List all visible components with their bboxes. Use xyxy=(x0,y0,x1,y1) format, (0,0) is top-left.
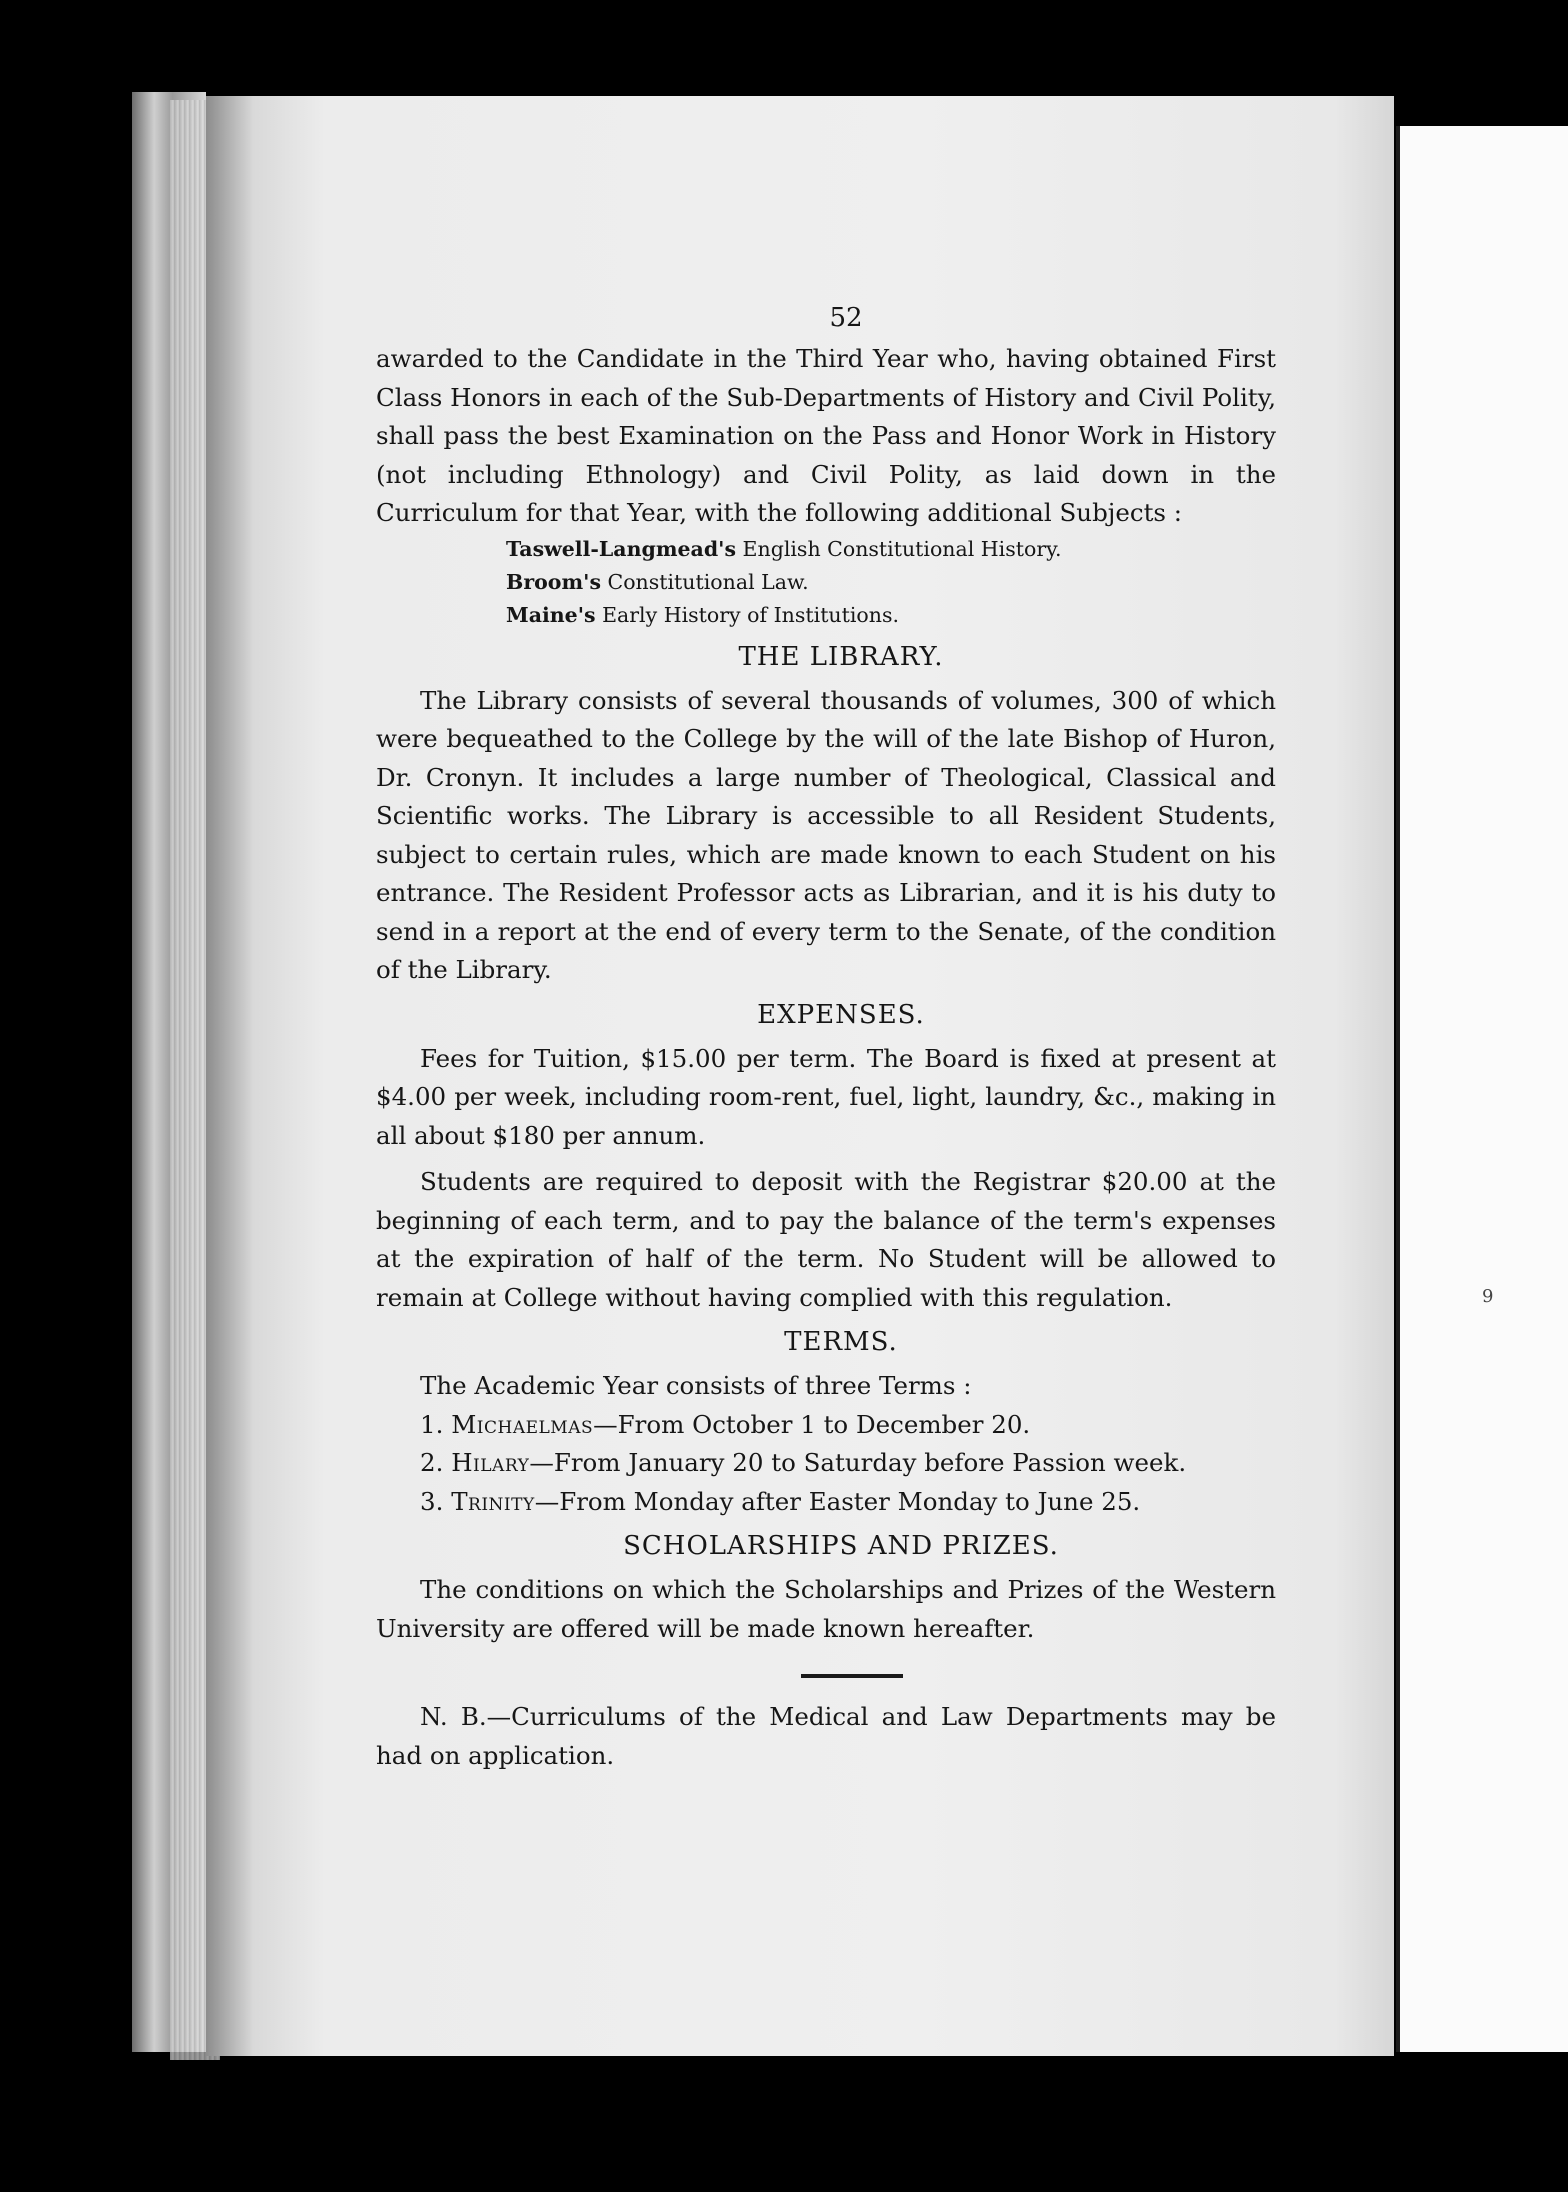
term-number: 3. xyxy=(420,1486,444,1516)
term-name: Hilary xyxy=(451,1448,530,1477)
subject-author: Broom's xyxy=(506,569,601,594)
expenses-paragraph-deposit: Students are required to deposit with the Registrar $20.00 at the beginning of each term, and to pay the balance of the term's expenses at the expiration of half of the term. No Student will be allowed to remain at College without having complied with this regulation. xyxy=(376,1167,1276,1312)
page-text xyxy=(376,300,1276,1775)
scholarships-heading: SCHOLARSHIPS AND PRIZES. xyxy=(623,1531,1059,1561)
term-dates: —From October 1 to December 20. xyxy=(593,1409,1031,1439)
terms-heading: TERMS. xyxy=(784,1327,898,1357)
subject-author: Maine's xyxy=(506,602,596,627)
subject-title: Constitutional Law. xyxy=(607,569,809,594)
term-number: 1. xyxy=(420,1409,444,1439)
subject-title: Early History of Institutions. xyxy=(602,602,900,627)
term-item xyxy=(420,1406,1276,1445)
expenses-heading: EXPENSES. xyxy=(757,999,925,1030)
term-dates: —From January 20 to Saturday before Passion week. xyxy=(529,1448,1187,1477)
subject-title: English Constitutional History. xyxy=(742,536,1062,561)
facing-page xyxy=(1396,126,1568,2052)
section-divider xyxy=(801,1674,903,1678)
term-item xyxy=(420,1444,1276,1483)
term-name: Trinity xyxy=(451,1486,535,1516)
expenses-paragraph-fees: Fees for Tuition, $15.00 per term. The Board is fixed at present at $4.00 per week, including room-rent, fuel, light, laundry, &c., making in all about $180 per annum. xyxy=(376,1043,1276,1150)
intro-paragraph: awarded to the Candidate in the Third Year who, having obtained First Class Honors in each of the Sub-Departments of History and Civil Polity, shall pass the best Examination on the Pass and Honor Work in History (not including Ethnology) and Civil Polity, as laid down in the Curriculum for that Year, with the following additional Subjects : xyxy=(376,344,1276,527)
subject-author: Taswell-Langmead's xyxy=(506,536,736,561)
subject-item xyxy=(506,566,1276,599)
note-paragraph: N. B.—Curriculums of the Medical and Law Departments may be had on application. xyxy=(376,1702,1276,1770)
term-dates: —From Monday after Easter Monday to June 25. xyxy=(534,1486,1141,1516)
page-number: 52 xyxy=(829,303,863,333)
scholarships-paragraph: The conditions on which the Scholarships and Prizes of the Western University are offered will be made known hereafter. xyxy=(376,1575,1276,1643)
terms-list xyxy=(376,1406,1276,1522)
term-name: Michaelmas xyxy=(451,1409,594,1439)
facing-page-mark: 9 xyxy=(1482,1286,1494,1307)
subjects-list xyxy=(506,533,1276,632)
subject-item xyxy=(506,533,1276,566)
subject-item xyxy=(506,599,1276,632)
library-heading: THE LIBRARY. xyxy=(738,641,944,672)
terms-intro: The Academic Year consists of three Terms : xyxy=(420,1371,972,1400)
term-number: 2. xyxy=(420,1448,444,1477)
term-item xyxy=(420,1483,1276,1522)
library-paragraph: The Library consists of several thousands of volumes, 300 of which were bequeathed to the College by the will of the late Bishop of Huron, Dr. Cronyn. It includes a large number of Theological, Classical and Scientific works. The Library is accessible to all Resident Students, subject to certain rules, which are made known to each Student on his entrance. The Resident Professor acts as Librarian, and it is his duty to send in a report at the end of every term to the Senate, of the condition of the Library. xyxy=(376,685,1276,984)
